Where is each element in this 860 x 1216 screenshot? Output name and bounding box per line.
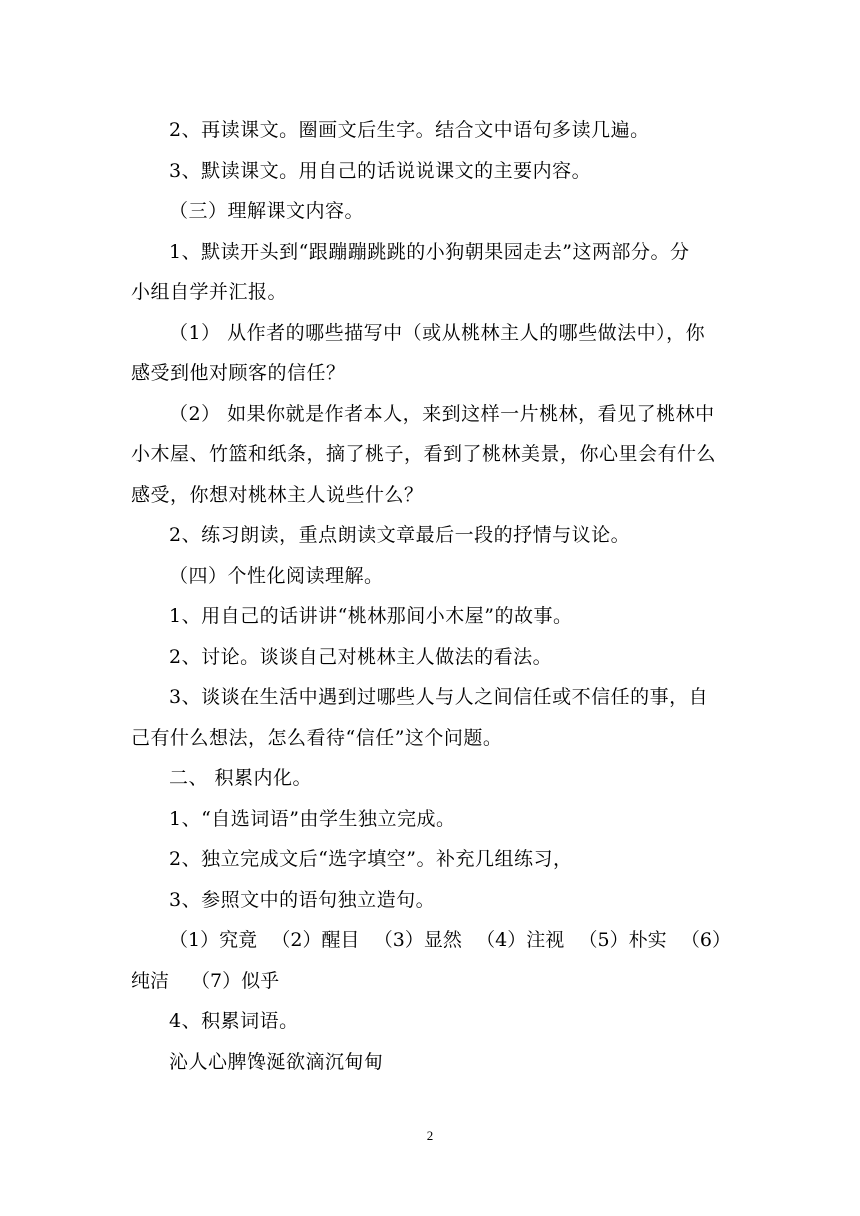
section-heading-understand: （三）理解课文内容。: [169, 200, 365, 222]
paragraph-line: （1） 从作者的哪些描写中（或从桃林主人的哪些做法中），你: [169, 321, 706, 344]
word-item: （5）朴实: [578, 929, 667, 951]
word-list-line-2: [131, 961, 731, 1002]
paragraph-line: 感受，你想对桃林主人说些什么？: [131, 483, 424, 506]
word-item: （3）显然: [373, 929, 462, 951]
document-body: [131, 110, 731, 1082]
page-number: 2: [426, 1128, 434, 1143]
paragraph-practice-reading: 2、练习朗读，重点朗读文章最后一段的抒情与议论。: [169, 524, 631, 546]
section-heading-personal-reading: （四）个性化阅读理解。: [169, 564, 384, 587]
paragraph-line: （2） 如果你就是作者本人，来到这样一片桃林，看见了桃林中: [169, 402, 715, 425]
paragraph-make-sentences: 3、参照文中的语句独立造句。: [169, 888, 436, 911]
paragraph-line: 小木屋、竹篮和纸条，摘了桃子，看到了桃林美景，你心里会有什么: [131, 443, 717, 465]
word-list-line-1: [131, 920, 731, 961]
paragraph-word-examples: 沁人心脾馋涎欲滴沉甸甸: [169, 1050, 384, 1073]
paragraph-line: 3、谈谈在生活中遇到过哪些人与人之间信任或不信任的事，自: [169, 686, 709, 708]
paragraph-line: 1、默读开头到“跟蹦蹦跳跳的小狗朝果园走去”这两部分。分: [169, 240, 690, 263]
paragraph-accumulate-words: 4、积累词语。: [169, 1010, 299, 1032]
paragraph-fill-blanks: 2、独立完成文后“选字填空”。补充几组练习，: [169, 848, 573, 870]
paragraph-line: 小组自学并汇报。: [131, 281, 288, 303]
paragraph-question-1: [131, 313, 731, 394]
word-item: 纯洁: [131, 969, 170, 992]
paragraph-retell-story: 1、用自己的话讲讲“桃林那间小木屋”的故事。: [169, 605, 573, 627]
paragraph-silent-read: 3、默读课文。用自己的话说说课文的主要内容。: [169, 159, 592, 182]
word-item: （1）究竟: [169, 929, 258, 951]
word-item: （7）似乎: [191, 969, 280, 992]
paragraph-choose-words: 1、“自选词语”由学生独立完成。: [169, 807, 456, 830]
paragraph-discuss: 2、讨论。谈谈自己对桃林主人做法的看法。: [169, 645, 553, 668]
word-item: （4）注视: [476, 929, 565, 951]
paragraph-group-study: [131, 232, 731, 313]
paragraph-line: 感受到他对顾客的信任？: [131, 362, 346, 384]
paragraph-question-2: [131, 394, 731, 516]
paragraph-reread: 2、再读课文。圈画文后生字。结合文中语句多读几遍。: [169, 119, 650, 141]
word-item: （6）: [680, 929, 731, 951]
paragraph-trust-discussion: [131, 677, 731, 758]
paragraph-line: 己有什么想法，怎么看待“信任”这个问题。: [131, 726, 503, 749]
section-heading-accumulate: 二、 积累内化。: [169, 767, 313, 789]
word-item: （2）醒目: [271, 929, 360, 951]
